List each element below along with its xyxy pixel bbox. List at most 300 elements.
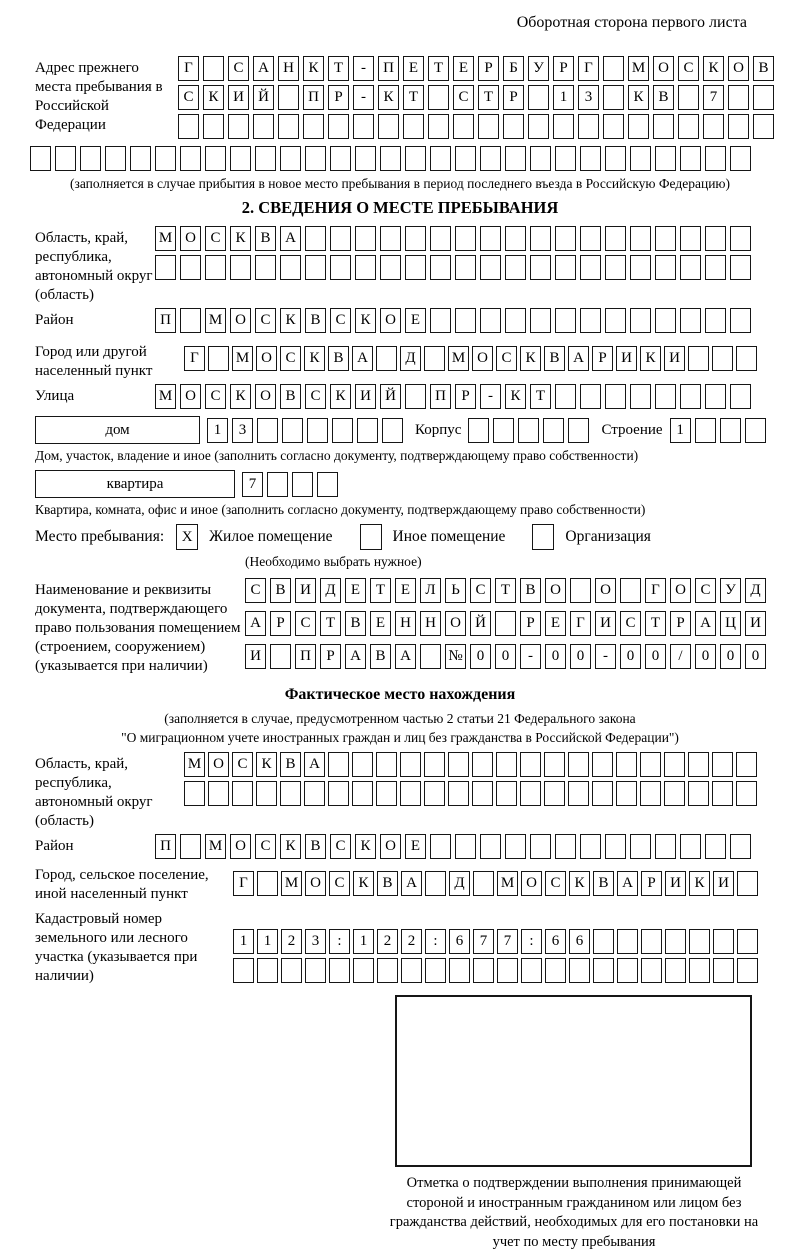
char-box (478, 114, 499, 139)
char-box (448, 781, 469, 806)
char-box: К (230, 384, 251, 409)
char-box (480, 308, 501, 333)
char-box: В (280, 384, 301, 409)
char-box (80, 146, 101, 171)
char-box (267, 472, 288, 497)
char-box: К (303, 56, 324, 81)
cadastral-field (35, 907, 765, 987)
char-box (580, 384, 601, 409)
char-box: О (653, 56, 674, 81)
char-box: 1 (353, 929, 374, 954)
char-box: 2 (401, 929, 422, 954)
char-box (616, 781, 637, 806)
char-box (305, 146, 326, 171)
actual-location-title: Фактическое место нахождения (284, 686, 516, 703)
char-box: И (295, 578, 316, 603)
char-box (730, 146, 751, 171)
prev-address-boxes-row-3 (178, 114, 774, 139)
korpus-label: Корпус (415, 421, 462, 438)
char-box (603, 85, 624, 110)
char-box: И (664, 346, 685, 371)
char-box (30, 146, 51, 171)
char-box (203, 56, 224, 81)
actual-district-boxes (155, 834, 751, 859)
char-box: И (713, 871, 734, 896)
char-box (424, 346, 445, 371)
prev-address-boxes-row-4 (30, 146, 765, 171)
char-box (255, 255, 276, 280)
prev-address-field (35, 56, 769, 143)
char-box (378, 114, 399, 139)
char-box: С (496, 346, 517, 371)
char-box (455, 834, 476, 859)
char-box (680, 308, 701, 333)
prev-address-label: Адрес прежнего места пребывания в Российской Федерации (35, 60, 163, 133)
char-box: Г (570, 611, 591, 636)
char-box: М (281, 871, 302, 896)
house-note: Дом, участок, владение и иное (заполнить согласно документу, подтверждающему право собственности) (35, 448, 639, 463)
char-box (555, 255, 576, 280)
char-box: О (305, 871, 326, 896)
stay-place-row (35, 524, 765, 550)
char-box: С (330, 308, 351, 333)
char-box: / (670, 644, 691, 669)
char-box (205, 146, 226, 171)
char-box: Л (420, 578, 441, 603)
char-box (616, 752, 637, 777)
char-box (518, 418, 539, 443)
char-box (630, 255, 651, 280)
char-box (641, 958, 662, 983)
char-box: Р (320, 644, 341, 669)
char-box (382, 418, 403, 443)
char-box: О (445, 611, 466, 636)
char-box (430, 146, 451, 171)
char-box (712, 781, 733, 806)
char-box: Е (370, 611, 391, 636)
option-label-organization: Организация (565, 528, 651, 545)
char-box (655, 308, 676, 333)
char-box (712, 346, 733, 371)
char-box (496, 752, 517, 777)
char-box (630, 384, 651, 409)
char-box (228, 114, 249, 139)
char-box (530, 834, 551, 859)
char-box (278, 114, 299, 139)
char-box (425, 958, 446, 983)
char-box: А (345, 644, 366, 669)
char-box (257, 958, 278, 983)
char-box (253, 114, 274, 139)
char-box: Е (453, 56, 474, 81)
char-box (521, 958, 542, 983)
actual-region-boxes-row-2 (184, 781, 757, 806)
cadastral-boxes-row-2 (233, 958, 758, 983)
document-boxes-row-2 (245, 611, 766, 636)
char-box (655, 834, 676, 859)
checkbox-residential-premise: X (176, 524, 198, 550)
char-box (455, 146, 476, 171)
char-box: О (180, 226, 201, 251)
char-box (730, 308, 751, 333)
char-box: С (330, 834, 351, 859)
char-box: Т (403, 85, 424, 110)
char-box: Н (278, 56, 299, 81)
char-box (328, 752, 349, 777)
apartment-row (35, 470, 765, 498)
char-box (605, 384, 626, 409)
char-box: А (253, 56, 274, 81)
char-box (380, 226, 401, 251)
option-label-other-premise: Иное помещение (392, 528, 506, 545)
cadastral-rows (233, 907, 758, 987)
checkbox-other-premise (360, 524, 382, 550)
char-box (630, 834, 651, 859)
char-box: 1 (207, 418, 228, 443)
char-box: Е (345, 578, 366, 603)
char-box (472, 752, 493, 777)
char-box: С (178, 85, 199, 110)
char-box (292, 472, 313, 497)
char-box: К (703, 56, 724, 81)
char-box (680, 226, 701, 251)
apartment-type-box: квартира (35, 470, 235, 498)
district-boxes (155, 308, 751, 333)
char-box (605, 834, 626, 859)
char-box (640, 781, 661, 806)
char-box (640, 752, 661, 777)
char-box: Е (395, 578, 416, 603)
char-box (428, 85, 449, 110)
char-box (705, 384, 726, 409)
char-box: А (695, 611, 716, 636)
char-box (680, 834, 701, 859)
char-box: С (695, 578, 716, 603)
char-box (353, 958, 374, 983)
char-box: О (380, 834, 401, 859)
char-box: К (689, 871, 710, 896)
house-row (35, 416, 765, 444)
char-box (428, 114, 449, 139)
char-box: О (595, 578, 616, 603)
char-box: П (378, 56, 399, 81)
char-box: К (304, 346, 325, 371)
char-box (545, 958, 566, 983)
char-box (655, 384, 676, 409)
char-box (688, 752, 709, 777)
char-box: Р (328, 85, 349, 110)
char-box: В (305, 834, 326, 859)
char-box (705, 255, 726, 280)
stay-place-label: Место пребывания: (35, 528, 165, 545)
char-box (281, 958, 302, 983)
char-box (753, 114, 774, 139)
char-box: 6 (569, 929, 590, 954)
char-box (505, 226, 526, 251)
char-box: О (670, 578, 691, 603)
char-box (655, 226, 676, 251)
char-box: - (595, 644, 616, 669)
char-box (578, 114, 599, 139)
char-box: И (665, 871, 686, 896)
apartment-number-boxes (242, 472, 338, 497)
char-box (568, 781, 589, 806)
char-box: Д (320, 578, 341, 603)
char-box: 3 (232, 418, 253, 443)
char-box (425, 871, 446, 896)
region-boxes-row-1 (155, 226, 751, 251)
char-box (233, 958, 254, 983)
char-box (430, 255, 451, 280)
char-box (376, 781, 397, 806)
char-box: К (203, 85, 224, 110)
char-box (330, 226, 351, 251)
actual-district-field (35, 834, 765, 863)
char-box (180, 255, 201, 280)
char-box (555, 146, 576, 171)
char-box: С (232, 752, 253, 777)
char-box (303, 114, 324, 139)
char-box: И (616, 346, 637, 371)
char-box (282, 418, 303, 443)
char-box: : (425, 929, 446, 954)
char-box: А (245, 611, 266, 636)
cadastral-label: Кадастровый номер земельного или лесного участка (указывается при наличии) (35, 911, 198, 984)
char-box (430, 308, 451, 333)
char-box (230, 255, 251, 280)
char-box (665, 958, 686, 983)
char-box: В (653, 85, 674, 110)
region-rows (155, 226, 751, 284)
char-box (449, 958, 470, 983)
char-box (655, 255, 676, 280)
char-box (630, 146, 651, 171)
char-box: Р (553, 56, 574, 81)
char-box: К (640, 346, 661, 371)
char-box: Й (253, 85, 274, 110)
option-label-residential-premise: Жилое помещение (209, 528, 333, 545)
char-box (355, 226, 376, 251)
char-box: О (230, 308, 251, 333)
char-box (317, 472, 338, 497)
char-box: В (255, 226, 276, 251)
char-box: 0 (645, 644, 666, 669)
char-box: 7 (473, 929, 494, 954)
char-box: О (521, 871, 542, 896)
document-label: Наименование и реквизиты документа, подтверждающего право пользования помещением (строением, сооружением) (указывается при наличии) (35, 582, 241, 674)
char-box: С (470, 578, 491, 603)
char-box (180, 146, 201, 171)
char-box (678, 85, 699, 110)
char-box: М (205, 308, 226, 333)
prev-address-note: (заполняется в случае прибытия в новое место пребывания в период последнего въезда в Российскую Федерацию) (69, 176, 731, 191)
char-box (278, 85, 299, 110)
char-box: О (472, 346, 493, 371)
cadastral-boxes-row-1 (233, 929, 758, 954)
char-box (130, 146, 151, 171)
char-box (405, 255, 426, 280)
actual-city-field (35, 866, 765, 904)
char-box (555, 384, 576, 409)
char-box: А (304, 752, 325, 777)
char-box: 0 (570, 644, 591, 669)
char-box: С (295, 611, 316, 636)
char-box: Н (395, 611, 416, 636)
char-box (528, 85, 549, 110)
char-box: № (445, 644, 466, 669)
actual-city-label: Город, сельское поселение, иной населенный пункт (35, 867, 209, 902)
char-box (405, 146, 426, 171)
char-box (617, 958, 638, 983)
char-box: - (353, 56, 374, 81)
char-box (712, 752, 733, 777)
stay-place-note: (Необходимо выбрать нужное) (245, 554, 422, 569)
char-box: 0 (470, 644, 491, 669)
char-box (480, 255, 501, 280)
char-box (688, 781, 709, 806)
char-box (680, 384, 701, 409)
char-box (617, 929, 638, 954)
char-box: 0 (695, 644, 716, 669)
char-box (703, 114, 724, 139)
char-box (705, 308, 726, 333)
char-box: С (678, 56, 699, 81)
char-box: И (228, 85, 249, 110)
char-box (592, 752, 613, 777)
char-box: Г (578, 56, 599, 81)
char-box: А (568, 346, 589, 371)
char-box (329, 958, 350, 983)
actual-location-note-1: (заполняется в случае, предусмотренном частью 2 статьи 21 Федерального закона (164, 711, 636, 726)
char-box (184, 781, 205, 806)
char-box (430, 834, 451, 859)
char-box: А (401, 871, 422, 896)
street-boxes (155, 384, 751, 409)
char-box (495, 611, 516, 636)
char-box: Т (530, 384, 551, 409)
char-box (736, 346, 757, 371)
char-box: П (155, 834, 176, 859)
char-box: Г (178, 56, 199, 81)
char-box (553, 114, 574, 139)
char-box (568, 418, 589, 443)
city-label: Город или другой населенный пункт (35, 344, 153, 379)
char-box: - (353, 85, 374, 110)
char-box (630, 226, 651, 251)
char-box (544, 752, 565, 777)
char-box: И (245, 644, 266, 669)
document-field (35, 578, 765, 676)
char-box (680, 146, 701, 171)
char-box: С (205, 384, 226, 409)
char-box (736, 781, 757, 806)
char-box (472, 781, 493, 806)
char-box (376, 346, 397, 371)
char-box: К (569, 871, 590, 896)
char-box: С (329, 871, 350, 896)
char-box (473, 958, 494, 983)
char-box: Г (233, 871, 254, 896)
char-box (256, 781, 277, 806)
char-box (455, 255, 476, 280)
char-box: М (232, 346, 253, 371)
char-box: О (255, 384, 276, 409)
actual-location-note-2: "О миграционном учете иностранных граждан и лиц без гражданства в Российской Федерации") (121, 730, 679, 745)
char-box: - (480, 384, 501, 409)
char-box (530, 146, 551, 171)
actual-region-rows (184, 752, 757, 810)
char-box (530, 255, 551, 280)
char-box: С (280, 346, 301, 371)
char-box: И (355, 384, 376, 409)
char-box: Т (370, 578, 391, 603)
char-box: Д (400, 346, 421, 371)
char-box (205, 255, 226, 280)
char-box: Д (449, 871, 470, 896)
char-box (580, 308, 601, 333)
char-box (689, 958, 710, 983)
house-number-boxes (207, 418, 403, 443)
district-label: Район (35, 312, 74, 328)
char-box: М (155, 384, 176, 409)
char-box (543, 418, 564, 443)
char-box: С (545, 871, 566, 896)
char-box: 3 (578, 85, 599, 110)
char-box: О (380, 308, 401, 333)
char-box: 0 (545, 644, 566, 669)
char-box: М (155, 226, 176, 251)
actual-district-label: Район (35, 838, 74, 854)
char-box (730, 255, 751, 280)
char-box: К (378, 85, 399, 110)
char-box (493, 418, 514, 443)
document-boxes-row-3 (245, 644, 766, 669)
char-box (178, 114, 199, 139)
char-box: 6 (545, 929, 566, 954)
char-box: 7 (242, 472, 263, 497)
char-box (400, 781, 421, 806)
page-side-note: Оборотная сторона первого листа (516, 14, 747, 31)
char-box: В (270, 578, 291, 603)
char-box (593, 958, 614, 983)
char-box (713, 929, 734, 954)
char-box (605, 255, 626, 280)
char-box: Р (592, 346, 613, 371)
char-box (55, 146, 76, 171)
char-box (304, 781, 325, 806)
char-box: С (305, 384, 326, 409)
char-box (377, 958, 398, 983)
char-box: П (430, 384, 451, 409)
char-box: К (230, 226, 251, 251)
actual-location-section (35, 686, 765, 1252)
char-box: С (620, 611, 641, 636)
char-box (505, 255, 526, 280)
char-box (405, 384, 426, 409)
char-box (448, 752, 469, 777)
stamp-area (35, 995, 765, 1252)
char-box (630, 308, 651, 333)
char-box (503, 114, 524, 139)
char-box (424, 752, 445, 777)
char-box (688, 346, 709, 371)
char-box: 0 (495, 644, 516, 669)
char-box (737, 958, 758, 983)
char-box (603, 114, 624, 139)
char-box: Ц (720, 611, 741, 636)
char-box: У (528, 56, 549, 81)
char-box (455, 226, 476, 251)
